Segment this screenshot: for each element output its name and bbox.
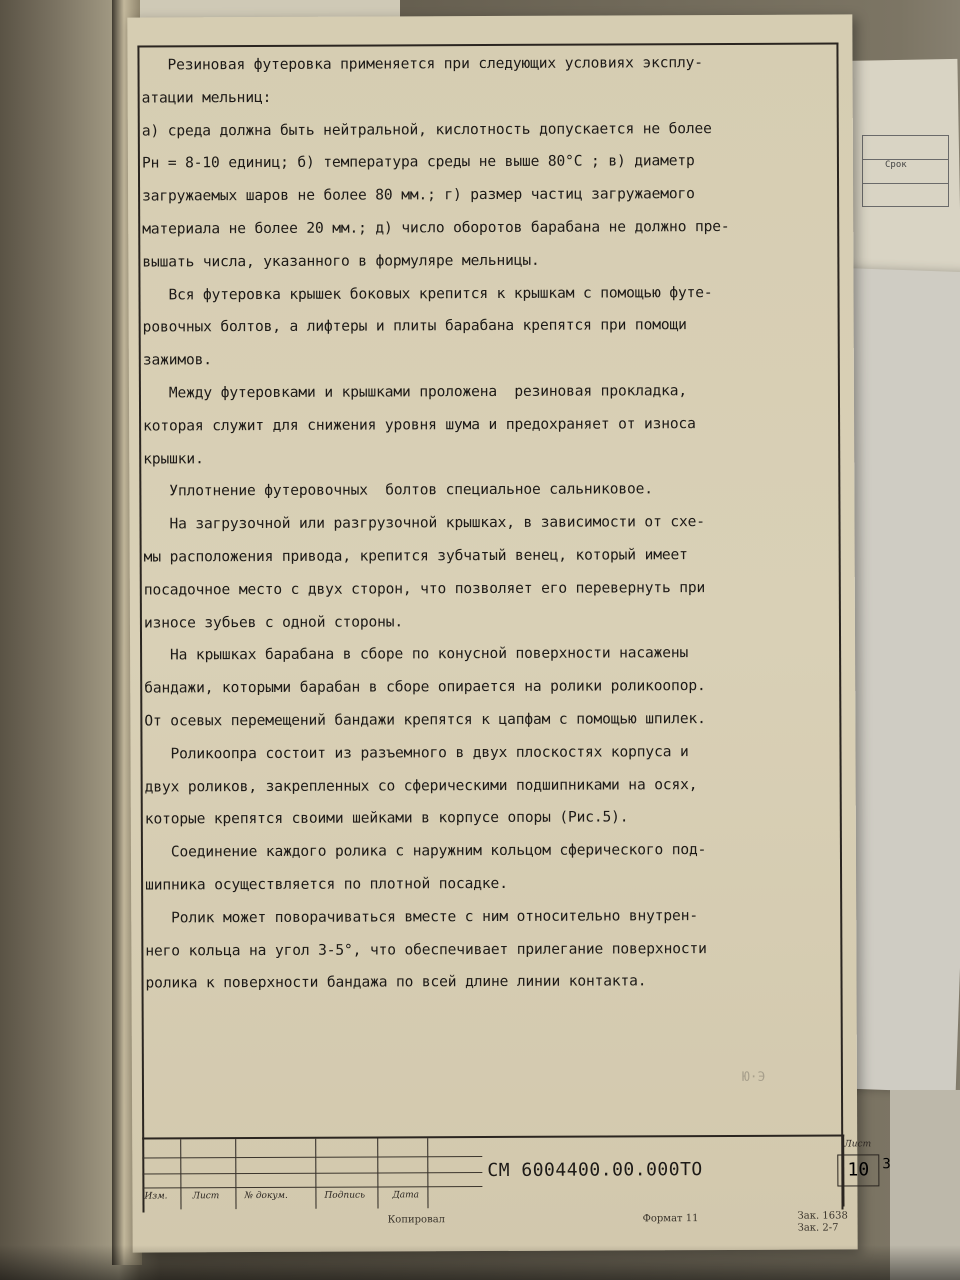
- body-text-line: вышать числа, указанного в формуляре мельницы.: [142, 251, 540, 271]
- tb-label-sign: Подпись: [324, 1190, 365, 1201]
- body-text-line: мы расположения привода, крепится зубчатый венец, который имеет: [143, 546, 688, 566]
- title-block: [142, 1134, 844, 1209]
- footer-labels: [143, 1212, 863, 1235]
- footer-copied: Копировал: [387, 1214, 446, 1226]
- body-text-line: крышки.: [143, 449, 204, 468]
- body-text-line: бандажи, которыми барабан в сборе опирается на ролики роликоопор.: [144, 677, 706, 697]
- body-text-line: Роликоопра состоит из разъемного в двух плоскостях корпуса и: [144, 742, 689, 763]
- tb-label-date: Дата: [392, 1190, 420, 1201]
- sheet-number-extra: 3: [882, 1156, 891, 1173]
- body-text-line: износе зубьев с одной стороны.: [143, 612, 404, 632]
- body-text-line: Резиновая футеровка применяется при следующих условиях эксплу-: [141, 54, 703, 74]
- body-text-line: На крышках барабана в сборе по конусной поверхности насажены: [144, 644, 689, 664]
- tb-label-docnum: № докум.: [244, 1190, 288, 1202]
- document-body: [141, 46, 845, 1000]
- body-text-line: шипника осуществляется по плотной посадке.: [145, 874, 508, 894]
- bottom-shadow: [0, 1245, 960, 1280]
- body-text-line: Соединение каждого ролика с наружним кольцом сферического под-: [144, 841, 707, 861]
- body-text-line: ровочных болтов, а лифтеры и плиты барабана крепятся при помощи: [142, 316, 687, 336]
- background-form-table: [862, 135, 949, 207]
- background-form-label: Срок: [885, 160, 907, 170]
- footer-order-2: Зак. 2-7: [797, 1222, 839, 1234]
- tb-label-change: Изм.: [144, 1191, 168, 1202]
- body-text-line: Рн = 8-10 единиц; б) температура среды не выше 80°С ; в) диаметр: [141, 152, 695, 172]
- body-text-line: На загрузочной или разгрузочной крышках, в зависимости от схе-: [143, 513, 705, 533]
- body-text-line: зажимов.: [142, 351, 212, 369]
- body-text-line: Уплотнение футеровочных болтов специальное сальниковое.: [143, 480, 653, 500]
- body-text-line: которые крепятся своими шейками в корпусе опоры (Рис.5).: [144, 808, 629, 828]
- footer-order-1: Зак. 1638: [797, 1210, 848, 1222]
- tb-label-sheet: Лист: [192, 1191, 220, 1202]
- body-text-line: него кольца на угол 3-5°, что обеспечивает прилегание поверхности: [145, 939, 707, 960]
- body-text-line: двух роликов, закрепленных со сферическими подшипниками на осях,: [144, 775, 698, 796]
- body-text-line: загружаемых шаров не более 80 мм.; г) размер частиц загружаемого: [142, 185, 695, 205]
- body-text-line: материала не более 20 мм.; д) число оборотов барабана не должно пре-: [142, 217, 730, 238]
- document-code: СМ 6004400.00.000ТО: [487, 1159, 703, 1182]
- body-text-line: Вся футеровка крышек боковых крепится к крышкам с помощью футе-: [142, 283, 713, 304]
- body-text-line: которая служит для снижения уровня шума и предохраняет от износа: [143, 414, 696, 435]
- footer-format: Формат 11: [642, 1213, 699, 1225]
- body-text-line: От осевых перемещений бандажи крепятся к цапфам с помощью шпилек.: [144, 710, 706, 730]
- body-text-line: атации мельниц:: [141, 88, 272, 107]
- sheet-number-box: 10: [837, 1154, 879, 1186]
- faint-stamp-mark: Ю·Э: [741, 1069, 766, 1085]
- body-text-line: а) среда должна быть нейтральной, кислотность допускается не более: [141, 119, 712, 140]
- body-text-line: Ролик может поворачиваться вместе с ним относительно внутрен-: [145, 906, 698, 927]
- typed-document-page: [127, 14, 891, 1252]
- body-text-line: ролика к поверхности бандажа по всей длине линии контакта.: [145, 972, 647, 992]
- body-text-line: Между футеровками и крышками проложена резиновая прокладка,: [142, 382, 688, 402]
- body-text-line: посадочное место с двух сторон, что позволяет его перевернуть при: [143, 578, 706, 599]
- sheet-label: Лист: [844, 1139, 872, 1150]
